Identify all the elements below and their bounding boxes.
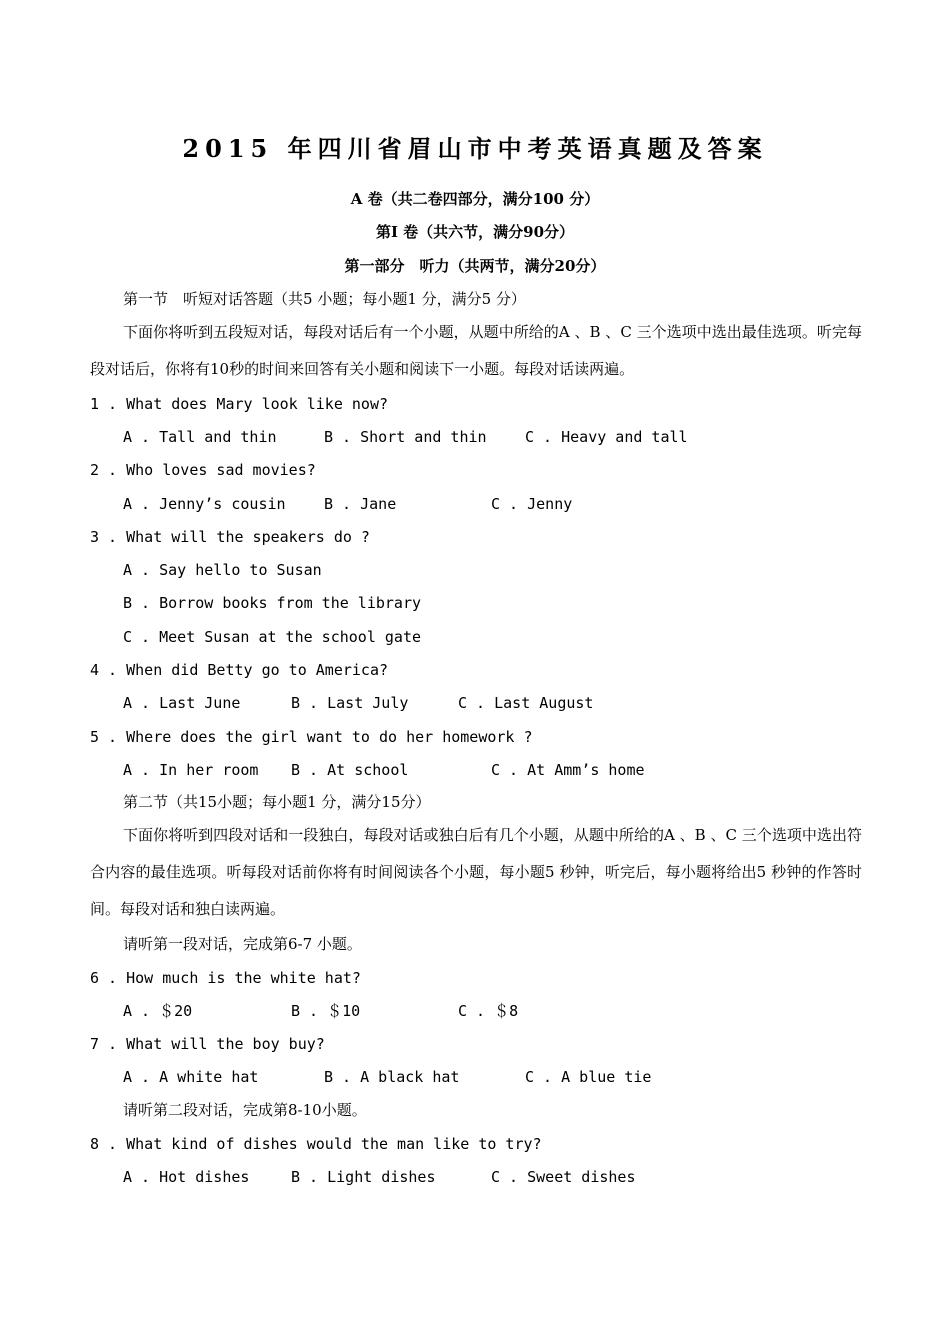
question-1-option-b: B . Short and thin <box>324 428 487 446</box>
question-7-option-c: C . A blue tie <box>525 1068 652 1086</box>
question-8-option-a: A . Hot dishes <box>123 1168 250 1186</box>
question-4-option-c: C . Last August <box>458 694 594 712</box>
question-4-option-a: A . Last June <box>123 694 241 712</box>
question-4-stem: 4 . When did Betty go to America? <box>90 661 389 679</box>
section1-heading: 第一节 听短对话答题（共5 小题；每小题1 分，满分5 分） <box>123 290 526 308</box>
question-3-option-a: A . Say hello to Susan <box>123 561 322 579</box>
question-7-option-a: A . A white hat <box>123 1068 259 1086</box>
question-2-option-c: C . Jenny <box>491 495 573 513</box>
subtitle-paper-1: 第I 卷（共六节，满分90分） <box>375 223 575 241</box>
subtitle-paper-a: A 卷（共二卷四部分，满分100 分） <box>350 190 600 208</box>
dialog2-note: 请听第二段对话，完成第8-10小题。 <box>123 1101 367 1119</box>
page-title: 2015 年四川省眉山市中考英语真题及答案 <box>182 134 768 163</box>
question-1-option-a: A . Tall and thin <box>123 428 277 446</box>
question-5-option-b: B . At school <box>291 761 409 779</box>
question-8-option-c: C . Sweet dishes <box>491 1168 636 1186</box>
question-5-stem: 5 . Where does the girl want to do her homework ? <box>90 728 533 746</box>
section2-intro: 下面你将听到四段对话和一段独白，每段对话或独白后有几个小题，从题中所给的A 、B 、C 三个选项中选出符合内容的最佳选项。听每段对话前你将有时间阅读各个小题，每小题5 秒钟，听完后，每小题将给出5 秒钟的作答时间。每段对话和独白读两遍。 <box>90 826 862 918</box>
question-6-option-c: C . ＄8 <box>458 1002 519 1020</box>
dialog1-note: 请听第一段对话，完成第6-7 小题。 <box>123 935 362 953</box>
question-6-option-b: B . ＄10 <box>291 1002 361 1020</box>
question-2-option-a: A . Jenny’s cousin <box>123 495 286 513</box>
subtitle-part-1: 第一部分 听力（共两节，满分20分） <box>344 257 606 275</box>
question-6-stem: 6 . How much is the white hat? <box>90 969 361 987</box>
question-3-option-b: B . Borrow books from the library <box>123 594 422 612</box>
question-6-option-a: A . ＄20 <box>123 1002 193 1020</box>
question-3-option-c: C . Meet Susan at the school gate <box>123 628 422 646</box>
section2-heading: 第二节（共15小题；每小题1 分，满分15分） <box>123 793 431 811</box>
question-3-stem: 3 . What will the speakers do ? <box>90 528 370 546</box>
question-1-option-c: C . Heavy and tall <box>525 428 688 446</box>
section1-intro: 下面你将听到五段短对话，每段对话后有一个小题，从题中所给的A 、B 、C 三个选项中选出最佳选项。听完每段对话后，你将有10秒的时间来回答有关小题和阅读下一小题。每段对话读两遍。 <box>90 323 862 378</box>
question-2-option-b: B . Jane <box>324 495 397 513</box>
question-5-option-a: A . In her room <box>123 761 259 779</box>
question-8-option-b: B . Light dishes <box>291 1168 436 1186</box>
question-4-option-b: B . Last July <box>291 694 409 712</box>
question-5-option-c: C . At Amm’s home <box>491 761 645 779</box>
question-2-stem: 2 . Who loves sad movies? <box>90 461 316 479</box>
question-7-stem: 7 . What will the boy buy? <box>90 1035 325 1053</box>
question-8-stem: 8 . What kind of dishes would the man like to try? <box>90 1135 542 1153</box>
question-7-option-b: B . A black hat <box>324 1068 460 1086</box>
question-1-stem: 1 . What does Mary look like now? <box>90 395 389 413</box>
